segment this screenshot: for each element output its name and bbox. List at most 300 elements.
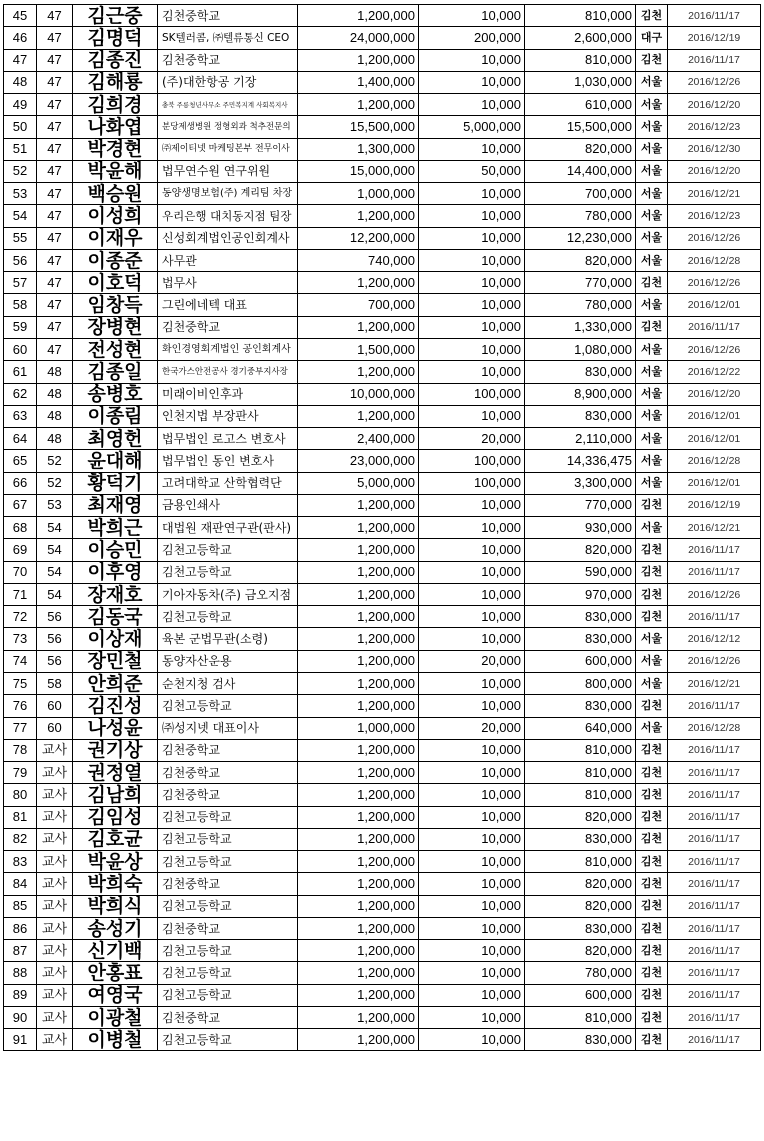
date-cell: 2016/12/12 — [668, 628, 761, 650]
date-cell: 2016/11/17 — [668, 962, 761, 984]
row-number-cell: 49 — [4, 94, 37, 116]
region-cell: 대구 — [636, 27, 668, 49]
person-name-cell: 김임성 — [73, 806, 158, 828]
amount-3-cell: 810,000 — [525, 784, 636, 806]
region-cell: 서울 — [636, 116, 668, 138]
amount-2-cell: 10,000 — [419, 517, 525, 539]
amount-2-cell: 100,000 — [419, 472, 525, 494]
table-row — [4, 227, 761, 249]
region-cell: 김천 — [636, 984, 668, 1006]
region-cell: 김천 — [636, 828, 668, 850]
person-name-cell: 이재우 — [73, 227, 158, 249]
amount-2-cell: 10,000 — [419, 628, 525, 650]
table-row — [4, 917, 761, 939]
donation-table — [3, 4, 761, 1051]
class-year-cell: 교사 — [37, 1029, 73, 1051]
amount-2-cell: 10,000 — [419, 695, 525, 717]
affiliation-cell: 법무법인 로고스 변호사 — [158, 428, 298, 450]
date-cell: 2016/12/21 — [668, 672, 761, 694]
amount-2-cell: 10,000 — [419, 962, 525, 984]
person-name-cell: 장민철 — [73, 650, 158, 672]
affiliation-cell: 대법원 재판연구관(판사) — [158, 517, 298, 539]
row-number-cell: 85 — [4, 895, 37, 917]
row-number-cell: 54 — [4, 205, 37, 227]
person-name-cell: 안희준 — [73, 672, 158, 694]
affiliation-cell: 분당제생병원 정형외과 척추전문의 — [158, 116, 298, 138]
amount-1-cell: 15,000,000 — [298, 160, 419, 182]
row-number-cell: 76 — [4, 695, 37, 717]
row-number-cell: 59 — [4, 316, 37, 338]
affiliation-cell: 순천지청 검사 — [158, 672, 298, 694]
region-cell: 김천 — [636, 917, 668, 939]
amount-1-cell: 1,000,000 — [298, 183, 419, 205]
affiliation-cell: 김천중학교 — [158, 1006, 298, 1028]
row-number-cell: 75 — [4, 672, 37, 694]
affiliation-cell: 김천중학교 — [158, 784, 298, 806]
class-year-cell: 53 — [37, 494, 73, 516]
amount-1-cell: 24,000,000 — [298, 27, 419, 49]
date-cell: 2016/11/17 — [668, 851, 761, 873]
class-year-cell: 47 — [37, 183, 73, 205]
amount-1-cell: 1,500,000 — [298, 338, 419, 360]
person-name-cell: 김종진 — [73, 49, 158, 71]
person-name-cell: 박윤상 — [73, 851, 158, 873]
table-row — [4, 183, 761, 205]
amount-3-cell: 590,000 — [525, 561, 636, 583]
amount-1-cell: 1,200,000 — [298, 5, 419, 27]
table-row — [4, 650, 761, 672]
amount-3-cell: 1,030,000 — [525, 71, 636, 93]
amount-2-cell: 10,000 — [419, 940, 525, 962]
amount-2-cell: 10,000 — [419, 183, 525, 205]
row-number-cell: 87 — [4, 940, 37, 962]
class-year-cell: 47 — [37, 27, 73, 49]
amount-1-cell: 1,200,000 — [298, 806, 419, 828]
date-cell: 2016/12/19 — [668, 494, 761, 516]
table-row — [4, 138, 761, 160]
amount-1-cell: 1,200,000 — [298, 695, 419, 717]
amount-1-cell: 1,300,000 — [298, 138, 419, 160]
amount-2-cell: 10,000 — [419, 917, 525, 939]
row-number-cell: 62 — [4, 383, 37, 405]
table-row — [4, 717, 761, 739]
date-cell: 2016/12/01 — [668, 428, 761, 450]
person-name-cell: 최영헌 — [73, 428, 158, 450]
date-cell: 2016/12/26 — [668, 650, 761, 672]
date-cell: 2016/12/28 — [668, 450, 761, 472]
amount-3-cell: 780,000 — [525, 962, 636, 984]
amount-2-cell: 10,000 — [419, 606, 525, 628]
amount-2-cell: 50,000 — [419, 160, 525, 182]
date-cell: 2016/12/26 — [668, 272, 761, 294]
row-number-cell: 52 — [4, 160, 37, 182]
affiliation-cell: 법무연수원 연구위원 — [158, 160, 298, 182]
affiliation-cell: 김천고등학교 — [158, 695, 298, 717]
table-row — [4, 94, 761, 116]
region-cell: 김천 — [636, 1006, 668, 1028]
date-cell: 2016/11/17 — [668, 49, 761, 71]
amount-3-cell: 820,000 — [525, 539, 636, 561]
row-number-cell: 67 — [4, 494, 37, 516]
amount-3-cell: 1,080,000 — [525, 338, 636, 360]
amount-3-cell: 810,000 — [525, 49, 636, 71]
amount-1-cell: 1,200,000 — [298, 539, 419, 561]
table-row — [4, 940, 761, 962]
amount-3-cell: 12,230,000 — [525, 227, 636, 249]
amount-1-cell: 1,200,000 — [298, 1029, 419, 1051]
table-row — [4, 739, 761, 761]
amount-2-cell: 10,000 — [419, 895, 525, 917]
affiliation-cell: ㈜성지넷 대표이사 — [158, 717, 298, 739]
person-name-cell: 박희숙 — [73, 873, 158, 895]
table-row — [4, 561, 761, 583]
region-cell: 서울 — [636, 717, 668, 739]
class-year-cell: 48 — [37, 383, 73, 405]
date-cell: 2016/11/17 — [668, 895, 761, 917]
person-name-cell: 송성기 — [73, 917, 158, 939]
amount-1-cell: 1,400,000 — [298, 71, 419, 93]
amount-3-cell: 600,000 — [525, 984, 636, 1006]
row-number-cell: 58 — [4, 294, 37, 316]
date-cell: 2016/12/26 — [668, 71, 761, 93]
person-name-cell: 김희경 — [73, 94, 158, 116]
amount-3-cell: 2,110,000 — [525, 428, 636, 450]
class-year-cell: 교사 — [37, 895, 73, 917]
class-year-cell: 52 — [37, 450, 73, 472]
amount-3-cell: 830,000 — [525, 695, 636, 717]
amount-2-cell: 10,000 — [419, 1029, 525, 1051]
person-name-cell: 박경현 — [73, 138, 158, 160]
class-year-cell: 47 — [37, 272, 73, 294]
amount-2-cell: 10,000 — [419, 984, 525, 1006]
table-row — [4, 895, 761, 917]
row-number-cell: 80 — [4, 784, 37, 806]
amount-3-cell: 830,000 — [525, 1029, 636, 1051]
table-row — [4, 205, 761, 227]
affiliation-cell: 금용인쇄사 — [158, 494, 298, 516]
amount-3-cell: 830,000 — [525, 628, 636, 650]
row-number-cell: 74 — [4, 650, 37, 672]
date-cell: 2016/12/01 — [668, 294, 761, 316]
date-cell: 2016/12/26 — [668, 227, 761, 249]
person-name-cell: 장병현 — [73, 316, 158, 338]
amount-3-cell: 810,000 — [525, 762, 636, 784]
table-row — [4, 784, 761, 806]
class-year-cell: 54 — [37, 517, 73, 539]
person-name-cell: 박희근 — [73, 517, 158, 539]
class-year-cell: 54 — [37, 561, 73, 583]
class-year-cell: 60 — [37, 695, 73, 717]
date-cell: 2016/11/17 — [668, 873, 761, 895]
row-number-cell: 88 — [4, 962, 37, 984]
amount-3-cell: 820,000 — [525, 249, 636, 271]
region-cell: 김천 — [636, 895, 668, 917]
person-name-cell: 이성희 — [73, 205, 158, 227]
person-name-cell: 전성현 — [73, 338, 158, 360]
amount-1-cell: 23,000,000 — [298, 450, 419, 472]
region-cell: 김천 — [636, 873, 668, 895]
amount-3-cell: 770,000 — [525, 494, 636, 516]
row-number-cell: 51 — [4, 138, 37, 160]
date-cell: 2016/11/17 — [668, 806, 761, 828]
table-row — [4, 1029, 761, 1051]
amount-3-cell: 780,000 — [525, 294, 636, 316]
region-cell: 서울 — [636, 472, 668, 494]
amount-1-cell: 1,200,000 — [298, 205, 419, 227]
amount-1-cell: 10,000,000 — [298, 383, 419, 405]
amount-3-cell: 830,000 — [525, 917, 636, 939]
amount-2-cell: 5,000,000 — [419, 116, 525, 138]
amount-1-cell: 1,200,000 — [298, 873, 419, 895]
amount-3-cell: 820,000 — [525, 806, 636, 828]
region-cell: 서울 — [636, 672, 668, 694]
amount-3-cell: 830,000 — [525, 405, 636, 427]
affiliation-cell: 김천중학교 — [158, 917, 298, 939]
amount-1-cell: 1,200,000 — [298, 895, 419, 917]
amount-2-cell: 10,000 — [419, 227, 525, 249]
affiliation-cell: (주)대한항공 기장 — [158, 71, 298, 93]
date-cell: 2016/12/21 — [668, 183, 761, 205]
person-name-cell: 나성윤 — [73, 717, 158, 739]
region-cell: 김천 — [636, 583, 668, 605]
person-name-cell: 최재영 — [73, 494, 158, 516]
region-cell: 김천 — [636, 316, 668, 338]
affiliation-cell: 고려대학교 산학협력단 — [158, 472, 298, 494]
class-year-cell: 52 — [37, 472, 73, 494]
affiliation-cell: 그린에네텍 대표 — [158, 294, 298, 316]
date-cell: 2016/11/17 — [668, 695, 761, 717]
person-name-cell: 김동국 — [73, 606, 158, 628]
region-cell: 김천 — [636, 272, 668, 294]
class-year-cell: 47 — [37, 94, 73, 116]
table-row — [4, 116, 761, 138]
table-row — [4, 160, 761, 182]
date-cell: 2016/12/22 — [668, 361, 761, 383]
table-row — [4, 628, 761, 650]
row-number-cell: 86 — [4, 917, 37, 939]
table-row — [4, 672, 761, 694]
row-number-cell: 70 — [4, 561, 37, 583]
class-year-cell: 47 — [37, 116, 73, 138]
date-cell: 2016/11/17 — [668, 739, 761, 761]
region-cell: 서울 — [636, 183, 668, 205]
table-row — [4, 583, 761, 605]
region-cell: 서울 — [636, 628, 668, 650]
table-body — [4, 5, 761, 1051]
affiliation-cell: 법무사 — [158, 272, 298, 294]
amount-3-cell: 830,000 — [525, 361, 636, 383]
class-year-cell: 47 — [37, 249, 73, 271]
row-number-cell: 77 — [4, 717, 37, 739]
class-year-cell: 54 — [37, 583, 73, 605]
table-row — [4, 27, 761, 49]
row-number-cell: 50 — [4, 116, 37, 138]
person-name-cell: 안홍표 — [73, 962, 158, 984]
date-cell: 2016/11/17 — [668, 984, 761, 1006]
amount-3-cell: 820,000 — [525, 873, 636, 895]
person-name-cell: 이병철 — [73, 1029, 158, 1051]
amount-1-cell: 5,000,000 — [298, 472, 419, 494]
row-number-cell: 53 — [4, 183, 37, 205]
date-cell: 2016/11/17 — [668, 784, 761, 806]
amount-2-cell: 10,000 — [419, 1006, 525, 1028]
class-year-cell: 47 — [37, 138, 73, 160]
row-number-cell: 91 — [4, 1029, 37, 1051]
amount-2-cell: 10,000 — [419, 583, 525, 605]
date-cell: 2016/12/01 — [668, 405, 761, 427]
class-year-cell: 교사 — [37, 806, 73, 828]
affiliation-cell: 김천고등학교 — [158, 539, 298, 561]
table-row — [4, 539, 761, 561]
amount-3-cell: 830,000 — [525, 828, 636, 850]
table-row — [4, 851, 761, 873]
amount-1-cell: 1,200,000 — [298, 583, 419, 605]
region-cell: 김천 — [636, 539, 668, 561]
table-row — [4, 5, 761, 27]
amount-1-cell: 1,200,000 — [298, 606, 419, 628]
person-name-cell: 이상재 — [73, 628, 158, 650]
region-cell: 김천 — [636, 494, 668, 516]
amount-1-cell: 1,200,000 — [298, 272, 419, 294]
amount-1-cell: 1,200,000 — [298, 49, 419, 71]
class-year-cell: 47 — [37, 294, 73, 316]
amount-2-cell: 100,000 — [419, 383, 525, 405]
region-cell: 김천 — [636, 962, 668, 984]
amount-2-cell: 10,000 — [419, 5, 525, 27]
amount-2-cell: 10,000 — [419, 494, 525, 516]
person-name-cell: 이광철 — [73, 1006, 158, 1028]
row-number-cell: 82 — [4, 828, 37, 850]
date-cell: 2016/11/17 — [668, 561, 761, 583]
amount-3-cell: 1,330,000 — [525, 316, 636, 338]
amount-1-cell: 1,200,000 — [298, 650, 419, 672]
row-number-cell: 56 — [4, 249, 37, 271]
amount-1-cell: 1,200,000 — [298, 361, 419, 383]
affiliation-cell: 인천지법 부장판사 — [158, 405, 298, 427]
amount-2-cell: 10,000 — [419, 294, 525, 316]
amount-2-cell: 10,000 — [419, 851, 525, 873]
row-number-cell: 81 — [4, 806, 37, 828]
table-row — [4, 962, 761, 984]
amount-3-cell: 14,336,475 — [525, 450, 636, 472]
table-row — [4, 249, 761, 271]
amount-1-cell: 1,200,000 — [298, 628, 419, 650]
date-cell: 2016/11/17 — [668, 5, 761, 27]
amount-1-cell: 1,200,000 — [298, 517, 419, 539]
table-row — [4, 606, 761, 628]
row-number-cell: 84 — [4, 873, 37, 895]
amount-3-cell: 610,000 — [525, 94, 636, 116]
amount-2-cell: 10,000 — [419, 762, 525, 784]
person-name-cell: 김종일 — [73, 361, 158, 383]
row-number-cell: 48 — [4, 71, 37, 93]
amount-2-cell: 200,000 — [419, 27, 525, 49]
region-cell: 서울 — [636, 405, 668, 427]
amount-2-cell: 10,000 — [419, 316, 525, 338]
affiliation-cell: 기아자동차(주) 금오지점 — [158, 583, 298, 605]
amount-3-cell: 700,000 — [525, 183, 636, 205]
person-name-cell: 윤대해 — [73, 450, 158, 472]
amount-2-cell: 100,000 — [419, 450, 525, 472]
person-name-cell: 여영국 — [73, 984, 158, 1006]
region-cell: 서울 — [636, 450, 668, 472]
amount-2-cell: 10,000 — [419, 94, 525, 116]
amount-3-cell: 640,000 — [525, 717, 636, 739]
affiliation-cell: 우리은행 대치동지점 팀장 — [158, 205, 298, 227]
region-cell: 김천 — [636, 739, 668, 761]
person-name-cell: 이후영 — [73, 561, 158, 583]
affiliation-cell: 충북 주릉청년사무소 주민복지계 사회복지사 — [158, 94, 298, 116]
row-number-cell: 46 — [4, 27, 37, 49]
person-name-cell: 이호덕 — [73, 272, 158, 294]
amount-1-cell: 1,200,000 — [298, 739, 419, 761]
row-number-cell: 83 — [4, 851, 37, 873]
class-year-cell: 교사 — [37, 828, 73, 850]
date-cell: 2016/12/19 — [668, 27, 761, 49]
affiliation-cell: 김천고등학교 — [158, 984, 298, 1006]
table-row — [4, 49, 761, 71]
person-name-cell: 박윤해 — [73, 160, 158, 182]
affiliation-cell: SK텔러콤, ㈜텔류통신 CEO — [158, 27, 298, 49]
date-cell: 2016/11/17 — [668, 1029, 761, 1051]
region-cell: 서울 — [636, 650, 668, 672]
amount-1-cell: 1,200,000 — [298, 316, 419, 338]
region-cell: 김천 — [636, 49, 668, 71]
class-year-cell: 56 — [37, 628, 73, 650]
amount-3-cell: 810,000 — [525, 739, 636, 761]
amount-1-cell: 1,200,000 — [298, 94, 419, 116]
person-name-cell: 백승원 — [73, 183, 158, 205]
affiliation-cell: 한국가스안전공사 경기중부지사장 — [158, 361, 298, 383]
amount-1-cell: 1,200,000 — [298, 851, 419, 873]
date-cell: 2016/11/17 — [668, 606, 761, 628]
class-year-cell: 48 — [37, 405, 73, 427]
amount-2-cell: 10,000 — [419, 739, 525, 761]
person-name-cell: 신기백 — [73, 940, 158, 962]
region-cell: 서울 — [636, 249, 668, 271]
amount-2-cell: 10,000 — [419, 272, 525, 294]
amount-2-cell: 10,000 — [419, 784, 525, 806]
affiliation-cell: 김천고등학교 — [158, 851, 298, 873]
affiliation-cell: 동양생명보험(주) 계리팀 차장 — [158, 183, 298, 205]
affiliation-cell: 김천고등학교 — [158, 940, 298, 962]
region-cell: 서울 — [636, 517, 668, 539]
table-row — [4, 984, 761, 1006]
class-year-cell: 47 — [37, 71, 73, 93]
amount-3-cell: 15,500,000 — [525, 116, 636, 138]
region-cell: 김천 — [636, 606, 668, 628]
table-row — [4, 272, 761, 294]
date-cell: 2016/11/17 — [668, 762, 761, 784]
region-cell: 김천 — [636, 940, 668, 962]
date-cell: 2016/11/17 — [668, 1006, 761, 1028]
class-year-cell: 54 — [37, 539, 73, 561]
date-cell: 2016/11/17 — [668, 539, 761, 561]
affiliation-cell: 육본 군법무관(소령) — [158, 628, 298, 650]
row-number-cell: 64 — [4, 428, 37, 450]
date-cell: 2016/12/26 — [668, 583, 761, 605]
amount-1-cell: 15,500,000 — [298, 116, 419, 138]
amount-2-cell: 10,000 — [419, 249, 525, 271]
region-cell: 김천 — [636, 851, 668, 873]
table-row — [4, 316, 761, 338]
class-year-cell: 교사 — [37, 784, 73, 806]
row-number-cell: 78 — [4, 739, 37, 761]
affiliation-cell: 김천중학교 — [158, 739, 298, 761]
person-name-cell: 장재호 — [73, 583, 158, 605]
region-cell: 서울 — [636, 227, 668, 249]
amount-2-cell: 20,000 — [419, 428, 525, 450]
